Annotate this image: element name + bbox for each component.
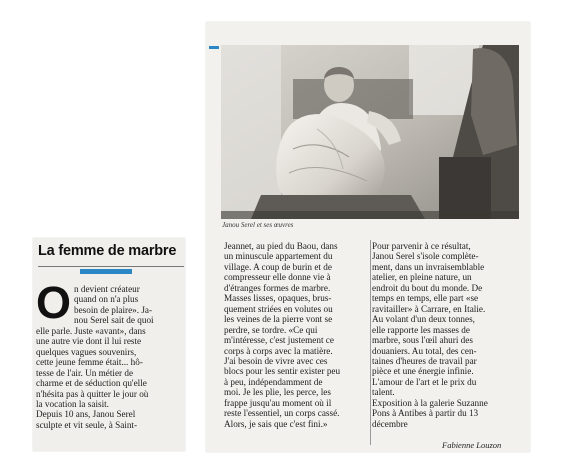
text-line: à peu, indépendamment de bbox=[224, 376, 323, 387]
text-line: Jeannet, au pied du Baou, dans bbox=[224, 241, 338, 251]
headline-accent-bar bbox=[80, 269, 132, 274]
text-line: m'intéresse, c'est justement ce bbox=[224, 335, 334, 346]
text-line: un minuscule appartement du bbox=[224, 251, 333, 262]
text-line: blocs pour les sentir exister peu bbox=[224, 366, 341, 377]
article-headline: La femme de marbre bbox=[38, 243, 177, 259]
text-line: corps à corps avec la matière. bbox=[224, 345, 333, 356]
text-line: elle rapporte les masses de bbox=[372, 324, 470, 335]
text-line: une autre vie dont il lui reste bbox=[36, 336, 142, 347]
photo-illustration bbox=[221, 45, 519, 219]
author-signature: Fabienne Louzon bbox=[442, 440, 502, 450]
text-line: atelier, en pleine nature, un bbox=[372, 272, 472, 283]
text-line: talent. bbox=[372, 387, 395, 398]
text-line: Pour parvenir à ce résultat, bbox=[372, 241, 471, 251]
text-line: elle parle. Juste «avant», dans bbox=[36, 325, 146, 336]
text-line: taines d'heures de travail par bbox=[372, 355, 477, 366]
text-line: besoin de plaire». Ja- bbox=[74, 304, 153, 315]
text-line: Alors, je sais que c'est fini.» bbox=[224, 418, 328, 429]
text-line: frappe jusqu'au moment où il bbox=[224, 397, 332, 408]
text-line: décembre bbox=[372, 418, 408, 429]
text-line: Pons à Antibes à partir du 13 bbox=[372, 408, 479, 419]
text-line: n'hésita pas à quitter le jour où bbox=[36, 388, 149, 399]
text-line: pièce et une énergie infinie. bbox=[372, 366, 474, 377]
text-line: Depuis 10 ans, Janou Serel bbox=[36, 409, 136, 420]
article-column-3 bbox=[372, 241, 520, 429]
photo-caption: Janou Serel et ses œuvres bbox=[222, 221, 294, 229]
text-line: moi. Je les plie, les perce, les bbox=[224, 387, 331, 398]
text-line: sculpte et vit seule, à Saint- bbox=[36, 419, 138, 430]
text-line: L'amour de l'art et le prix du bbox=[372, 376, 477, 387]
text-line: la vocation la saisit. bbox=[36, 398, 109, 409]
text-line: village. A coup de burin et de bbox=[224, 261, 332, 272]
drop-cap: O bbox=[36, 277, 72, 328]
text-line: Janou Serel s'isole complète- bbox=[372, 251, 479, 262]
text-line: Au volant d'un deux tonnes, bbox=[372, 314, 475, 325]
text-line: J'ai besoin de vivre avec ces bbox=[224, 355, 328, 366]
text-line: endroit du bout du monde. De bbox=[372, 282, 483, 293]
text-line: les veines de la pierre vont se bbox=[224, 314, 333, 325]
text-line: Exposition à la galerie Suzanne bbox=[372, 397, 488, 408]
article-column-1 bbox=[36, 277, 184, 430]
text-line: d'étranges formes de marbre. bbox=[224, 282, 331, 293]
article-column-2 bbox=[224, 241, 369, 429]
text-line: compresseur elle donne vie à bbox=[224, 272, 331, 283]
text-line: reste l'essentiel, un corps cassé. bbox=[224, 408, 340, 419]
text-line: nou Serel sait de quoi bbox=[74, 315, 154, 326]
text-line: quand on n'a plus bbox=[74, 294, 139, 305]
text-line: douaniers. Au total, des cen- bbox=[372, 345, 477, 356]
text-line: marbre, sous l'œil ahuri des bbox=[372, 335, 473, 346]
article-photo bbox=[221, 45, 519, 219]
text-line: tesse de l'air. Un métier de bbox=[36, 367, 134, 378]
text-line: n devient créateur bbox=[74, 284, 140, 294]
text-line: perdre, se tordre. «Ce qui bbox=[224, 324, 318, 335]
headline-rule bbox=[38, 266, 184, 267]
text-line: temps en temps, elle part «se bbox=[372, 293, 479, 304]
text-line: cette jeune femme était... hô- bbox=[36, 357, 143, 368]
text-line: quelques vagues souvenirs, bbox=[36, 346, 137, 357]
column-divider bbox=[370, 240, 371, 445]
text-line: ravitailler» à Carrare, en Italie. bbox=[372, 303, 486, 314]
text-line: Masses lisses, opaques, brus- bbox=[224, 293, 332, 304]
text-line: quement striées en volutes ou bbox=[224, 303, 333, 314]
text-line: ment, dans un invraisemblable bbox=[372, 261, 485, 272]
text-line: charme et de séduction qu'elle bbox=[36, 378, 147, 389]
accent-mark bbox=[209, 46, 219, 49]
